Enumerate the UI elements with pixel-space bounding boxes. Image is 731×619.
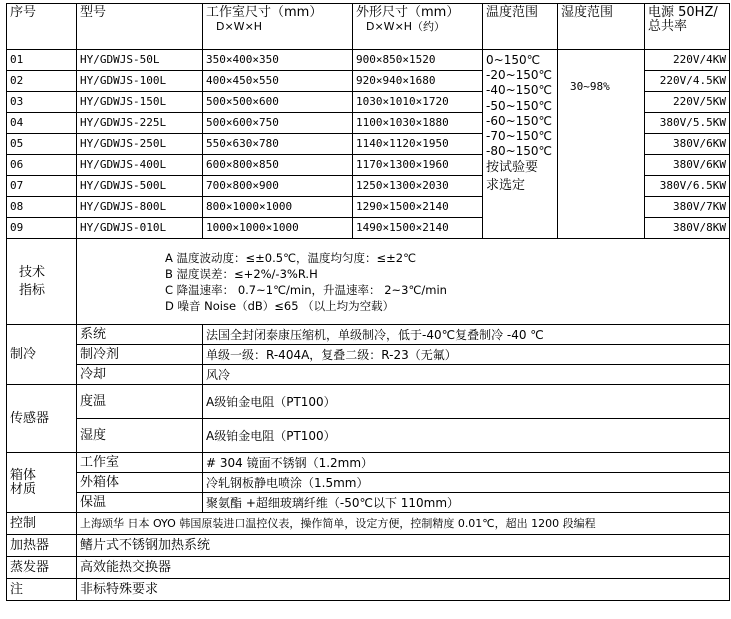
material-row: [7, 453, 730, 473]
model-name: HY/GDWJS-150L: [77, 92, 203, 113]
model-outer: 1030×1010×1720: [353, 92, 483, 113]
tech-spec-row: [7, 239, 730, 325]
model-row: [7, 50, 730, 71]
temp-range-cell: [483, 50, 558, 239]
model-outer: 1140×1120×1950: [353, 134, 483, 155]
model-name: HY/GDWJS-225L: [77, 113, 203, 134]
model-no: 02: [7, 71, 77, 92]
header-chamber-sub: D×W×H: [216, 20, 263, 33]
material-item-value: 冷轧钢板静电喷涂（1.5mm）: [203, 473, 730, 493]
model-chamber: 1000×1000×1000: [203, 218, 353, 239]
cooling-row: [7, 345, 730, 365]
model-power: 220V/5KW: [645, 92, 730, 113]
header-model: 型号: [77, 4, 203, 50]
cooling-item-value: 单级一级：R-404A，复叠二级：R-23（无氟）: [203, 345, 730, 365]
model-power: 380V/8KW: [645, 218, 730, 239]
header-humidity: 湿度范围: [558, 4, 645, 50]
model-chamber: 400×450×550: [203, 71, 353, 92]
model-name: HY/GDWJS-500L: [77, 176, 203, 197]
note-value: 非标特殊要求: [77, 579, 730, 601]
tech-spec-label-line2: 指标: [19, 282, 46, 298]
temp-range-item: -80~150℃: [486, 144, 553, 159]
model-name: HY/GDWJS-010L: [77, 218, 203, 239]
model-chamber: 700×800×900: [203, 176, 353, 197]
sensor-row: [7, 385, 730, 419]
tech-spec-lines: [77, 239, 730, 325]
model-power: 380V/7KW: [645, 197, 730, 218]
model-power: 380V/6KW: [645, 155, 730, 176]
cooling-item-name: 制冷剂: [77, 345, 203, 365]
humidity-range: 30~98%: [558, 50, 645, 239]
model-chamber: 800×1000×1000: [203, 197, 353, 218]
sensor-item-value: A级铂金电阻（PT100）: [203, 385, 730, 419]
temp-range-item: -50~150℃: [486, 98, 553, 113]
tech-spec-label-line1: 技术: [19, 264, 46, 280]
model-chamber: 500×600×750: [203, 113, 353, 134]
model-chamber: 350×400×350: [203, 50, 353, 71]
evaporator-value: 高效能热交换器: [77, 557, 730, 579]
evaporator-label: 蒸发器: [7, 557, 77, 579]
note-row: [7, 579, 730, 601]
tech-spec-line: A 温度波动度：≤±0.5℃，温度均匀度：≤±2℃: [165, 250, 416, 265]
cooling-item-name: 系统: [77, 325, 203, 345]
header-outer: [353, 4, 483, 50]
model-chamber: 500×500×600: [203, 92, 353, 113]
temp-range-item: 0~150℃: [486, 53, 541, 67]
model-name: HY/GDWJS-250L: [77, 134, 203, 155]
material-row: [7, 493, 730, 513]
sensor-row: [7, 419, 730, 453]
model-power: 220V/4KW: [645, 50, 730, 71]
header-temp: 温度范围: [483, 4, 558, 50]
header-power-line2: 总共率: [648, 19, 688, 34]
control-label: 控制: [7, 513, 77, 535]
model-no: 06: [7, 155, 77, 176]
model-name: HY/GDWJS-800L: [77, 197, 203, 218]
material-label: [7, 453, 77, 513]
material-item-name: 工作室: [77, 453, 203, 473]
model-chamber: 600×800×850: [203, 155, 353, 176]
material-label-line1: 箱体: [10, 467, 37, 483]
control-value: 上海颂华 日本 OYO 韩国原装进口温控仪表，操作简单，设定方便，控制精度 0.01℃，超出 1200 段编程: [77, 513, 730, 535]
sensor-item-name: 度温: [77, 385, 203, 419]
model-no: 07: [7, 176, 77, 197]
model-no: 05: [7, 134, 77, 155]
temp-range-item: -20~150℃: [486, 68, 553, 83]
model-outer: 920×940×1680: [353, 71, 483, 92]
evaporator-row: [7, 557, 730, 579]
tech-spec-line: B 湿度误差：≤+2%/-3%R.H: [165, 266, 318, 281]
tech-spec-line: D 噪音 Noise（dB）≤65 （以上均为空载）: [165, 298, 395, 313]
model-outer: 1100×1030×1880: [353, 113, 483, 134]
model-outer: 1250×1300×2030: [353, 176, 483, 197]
heater-row: [7, 535, 730, 557]
temp-range-item: -60~150℃: [486, 113, 553, 128]
control-row: [7, 513, 730, 535]
header-outer-sub: D×W×H（约）: [366, 20, 446, 33]
header-chamber-label: 工作室尺寸（mm）: [206, 5, 323, 20]
model-no: 08: [7, 197, 77, 218]
tech-spec-line: C 降温速率： 0.7~1℃/min，升温速率： 2~3℃/min: [165, 282, 447, 297]
model-name: HY/GDWJS-100L: [77, 71, 203, 92]
material-item-name: 外箱体: [77, 473, 203, 493]
model-power: 380V/5.5KW: [645, 113, 730, 134]
header-power: [645, 4, 730, 50]
temp-range-note: 按试验要: [486, 160, 539, 176]
material-item-name: 保温: [77, 493, 203, 513]
cooling-row: [7, 325, 730, 345]
model-name: HY/GDWJS-50L: [77, 50, 203, 71]
temp-range-item: -70~150℃: [486, 129, 553, 144]
tech-spec-label: [7, 239, 77, 325]
model-no: 04: [7, 113, 77, 134]
header-no: 序号: [7, 4, 77, 50]
sensor-item-value: A级铂金电阻（PT100）: [203, 419, 730, 453]
sensor-item-name: 湿度: [77, 419, 203, 453]
model-outer: 1490×1500×2140: [353, 218, 483, 239]
header-chamber: [203, 4, 353, 50]
cooling-item-name: 冷却: [77, 365, 203, 385]
model-outer: 900×850×1520: [353, 50, 483, 71]
material-row: [7, 473, 730, 493]
material-item-value: 聚氨酯 +超细玻璃纤维（-50℃以下 110mm）: [203, 493, 730, 513]
model-no: 09: [7, 218, 77, 239]
model-outer: 1170×1300×1960: [353, 155, 483, 176]
material-label-line2: 材质: [10, 481, 37, 497]
model-no: 03: [7, 92, 77, 113]
note-label: 注: [7, 579, 77, 601]
header-row: [7, 4, 730, 50]
temp-range-note: 求选定: [486, 178, 526, 194]
model-outer: 1290×1500×2140: [353, 197, 483, 218]
model-power: 380V/6KW: [645, 134, 730, 155]
model-chamber: 550×630×780: [203, 134, 353, 155]
model-name: HY/GDWJS-400L: [77, 155, 203, 176]
header-outer-label: 外形尺寸（mm）: [356, 5, 460, 20]
temp-range-item: -40~150℃: [486, 83, 553, 98]
model-power: 220V/4.5KW: [645, 71, 730, 92]
cooling-item-value: 风冷: [203, 365, 730, 385]
heater-value: 鳍片式不锈钢加热系统: [77, 535, 730, 557]
heater-label: 加热器: [7, 535, 77, 557]
model-no: 01: [7, 50, 77, 71]
sensor-label: 传感器: [7, 385, 77, 453]
model-power: 380V/6.5KW: [645, 176, 730, 197]
spec-table: [6, 3, 730, 601]
cooling-label: 制冷: [7, 325, 77, 385]
material-item-value: # 304 镜面不锈钢（1.2mm）: [203, 453, 730, 473]
cooling-row: [7, 365, 730, 385]
header-power-line1: 电源 50HZ/: [648, 5, 718, 20]
cooling-item-value: 法国全封闭泰康压缩机，单级制冷，低于-40℃复叠制冷 -40 ℃: [203, 325, 730, 345]
